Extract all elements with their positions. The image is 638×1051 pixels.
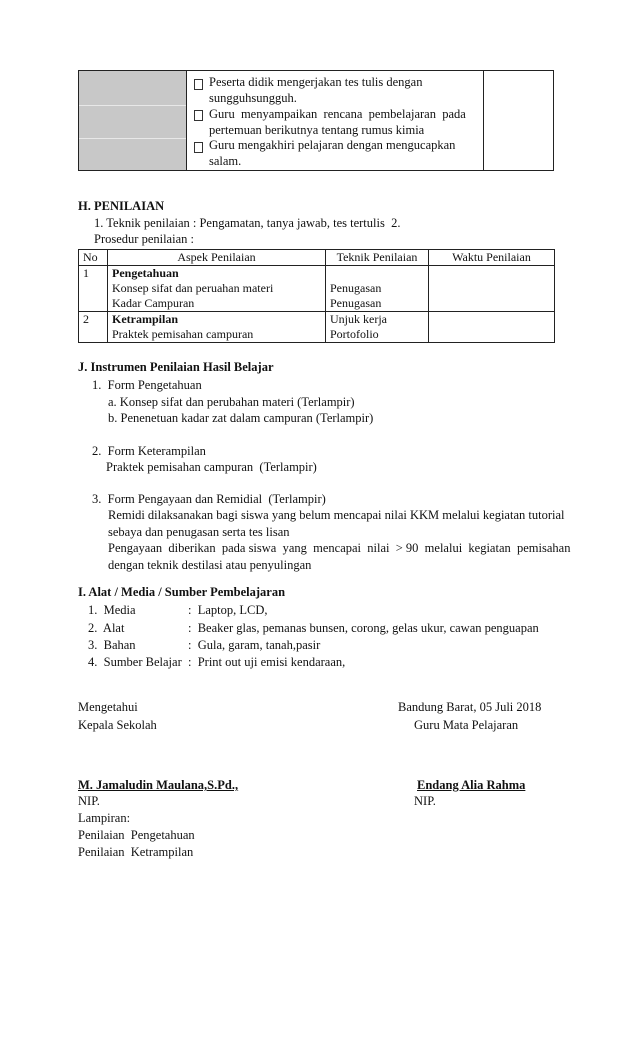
principal-name: M. Jamaludin Maulana,S.Pd., xyxy=(78,778,239,792)
teacher-nip: NIP. xyxy=(414,794,436,808)
section-j-item2: 2. Form Keterampilan xyxy=(92,444,206,458)
teknik-item: Unjuk kerja xyxy=(330,312,387,326)
row-aspek xyxy=(108,266,326,312)
alat-label: 2. Alat xyxy=(88,621,125,635)
aspek-item: Kadar Campuran xyxy=(112,296,195,310)
activity-item-2-line2: pertemuan berikutnya tentang rumus kimia xyxy=(209,123,425,137)
row-waktu xyxy=(429,312,555,343)
assessment-table-header-row xyxy=(79,250,555,266)
lampiran-title: Lampiran: xyxy=(78,811,131,825)
row-teknik xyxy=(326,266,429,312)
section-h-heading: H. PENILAIAN xyxy=(78,199,165,213)
teknik-item: Portofolio xyxy=(330,327,379,341)
section-h-line1: 1. Teknik penilaian : Pengamatan, tanya jawab, tes tertulis 2. xyxy=(94,216,401,230)
bullet-checkbox-icon xyxy=(194,79,203,90)
table-row xyxy=(79,312,555,343)
row-aspek xyxy=(108,312,326,343)
section-j-item1: 1. Form Pengetahuan xyxy=(92,378,202,392)
section-j-item3: 3. Form Pengayaan dan Remidial (Terlampir) xyxy=(92,492,326,506)
activity-item-3-line1: Guru mengakhiri pelajaran dengan mengucapkan xyxy=(209,138,456,152)
row-no: 1 xyxy=(79,266,108,312)
header-teknik: Teknik Penilaian xyxy=(326,250,429,266)
aspek-item: Konsep sifat dan peruahan materi xyxy=(112,281,274,295)
teknik-item: Penugasan xyxy=(330,296,382,310)
bahan-value: : Gula, garam, tanah,pasir xyxy=(188,638,321,652)
section-i-heading: I. Alat / Media / Sumber Pembelajaran xyxy=(78,585,286,599)
activity-table xyxy=(78,70,554,171)
teacher-name: Endang Alia Rahma xyxy=(417,778,526,792)
signature-right-line1: Bandung Barat, 05 Juli 2018 xyxy=(398,700,542,714)
section-j-item2a: Praktek pemisahan campuran (Terlampir) xyxy=(106,460,317,474)
signature-left-line2: Kepala Sekolah xyxy=(78,718,157,732)
aspek-title: Pengetahuan xyxy=(112,266,179,280)
media-label: 1. Media xyxy=(88,603,136,617)
signature-right-line2: Guru Mata Pelajaran xyxy=(414,718,519,732)
bullet-checkbox-icon xyxy=(194,110,203,121)
activity-item-1-line1: Peserta didik mengerjakan tes tulis dengan xyxy=(209,75,423,89)
teknik-item: Penugasan xyxy=(330,281,382,295)
activity-table-shaded-column xyxy=(79,71,187,170)
header-waktu: Waktu Penilaian xyxy=(429,250,555,266)
section-j-heading: J. Instrumen Penilaian Hasil Belajar xyxy=(78,360,274,374)
bahan-label: 3. Bahan xyxy=(88,638,136,652)
aspek-title: Ketrampilan xyxy=(112,312,178,326)
section-j-item1a: a. Konsep sifat dan perubahan materi (Terlampir) xyxy=(108,395,355,409)
media-value: : Laptop, LCD, xyxy=(188,603,268,617)
activity-item-2-line1: Guru menyampaikan rencana pembelajaran pada xyxy=(209,107,466,121)
bullet-checkbox-icon xyxy=(194,142,203,153)
header-aspek: Aspek Penilaian xyxy=(108,250,326,266)
aspek-item: Praktek pemisahan campuran xyxy=(112,327,254,341)
section-j-item3-line4: dengan teknik destilasi atau penyulingan xyxy=(108,558,312,572)
sumber-label: 4. Sumber Belajar xyxy=(88,655,182,669)
row-teknik xyxy=(326,312,429,343)
alat-value: : Beaker glas, pemanas bunsen, corong, gelas ukur, cawan penguapan xyxy=(188,621,539,635)
section-j-item3-line2: sebaya dan penugasan serta tes lisan xyxy=(108,525,290,539)
principal-nip: NIP. xyxy=(78,794,100,808)
sumber-value: : Print out uji emisi kendaraan, xyxy=(188,655,346,669)
signature-left-line1: Mengetahui xyxy=(78,700,138,714)
lampiran-item: Penilaian Pengetahuan xyxy=(78,828,195,842)
section-h-line2: Prosedur penilaian : xyxy=(94,232,194,246)
activity-item-3-line2: salam. xyxy=(209,154,242,168)
section-j-item3-line1: Remidi dilaksanakan bagi siswa yang belum mencapai nilai KKM melalui kegiatan tutorial xyxy=(108,508,565,522)
section-j-item1b: b. Penenetuan kadar zat dalam campuran (Terlampir) xyxy=(108,411,374,425)
section-j-item3-line3: Pengayaan diberikan pada siswa yang mencapai nilai > 90 melalui kegiatan pemisahan xyxy=(108,541,571,555)
lampiran-item: Penilaian Ketrampilan xyxy=(78,845,194,859)
activity-item-1-line2: sungguhsungguh. xyxy=(209,91,297,105)
row-waktu xyxy=(429,266,555,312)
header-no: No xyxy=(79,250,108,266)
assessment-table xyxy=(78,249,555,343)
table-row xyxy=(79,266,555,312)
row-no: 2 xyxy=(79,312,108,343)
